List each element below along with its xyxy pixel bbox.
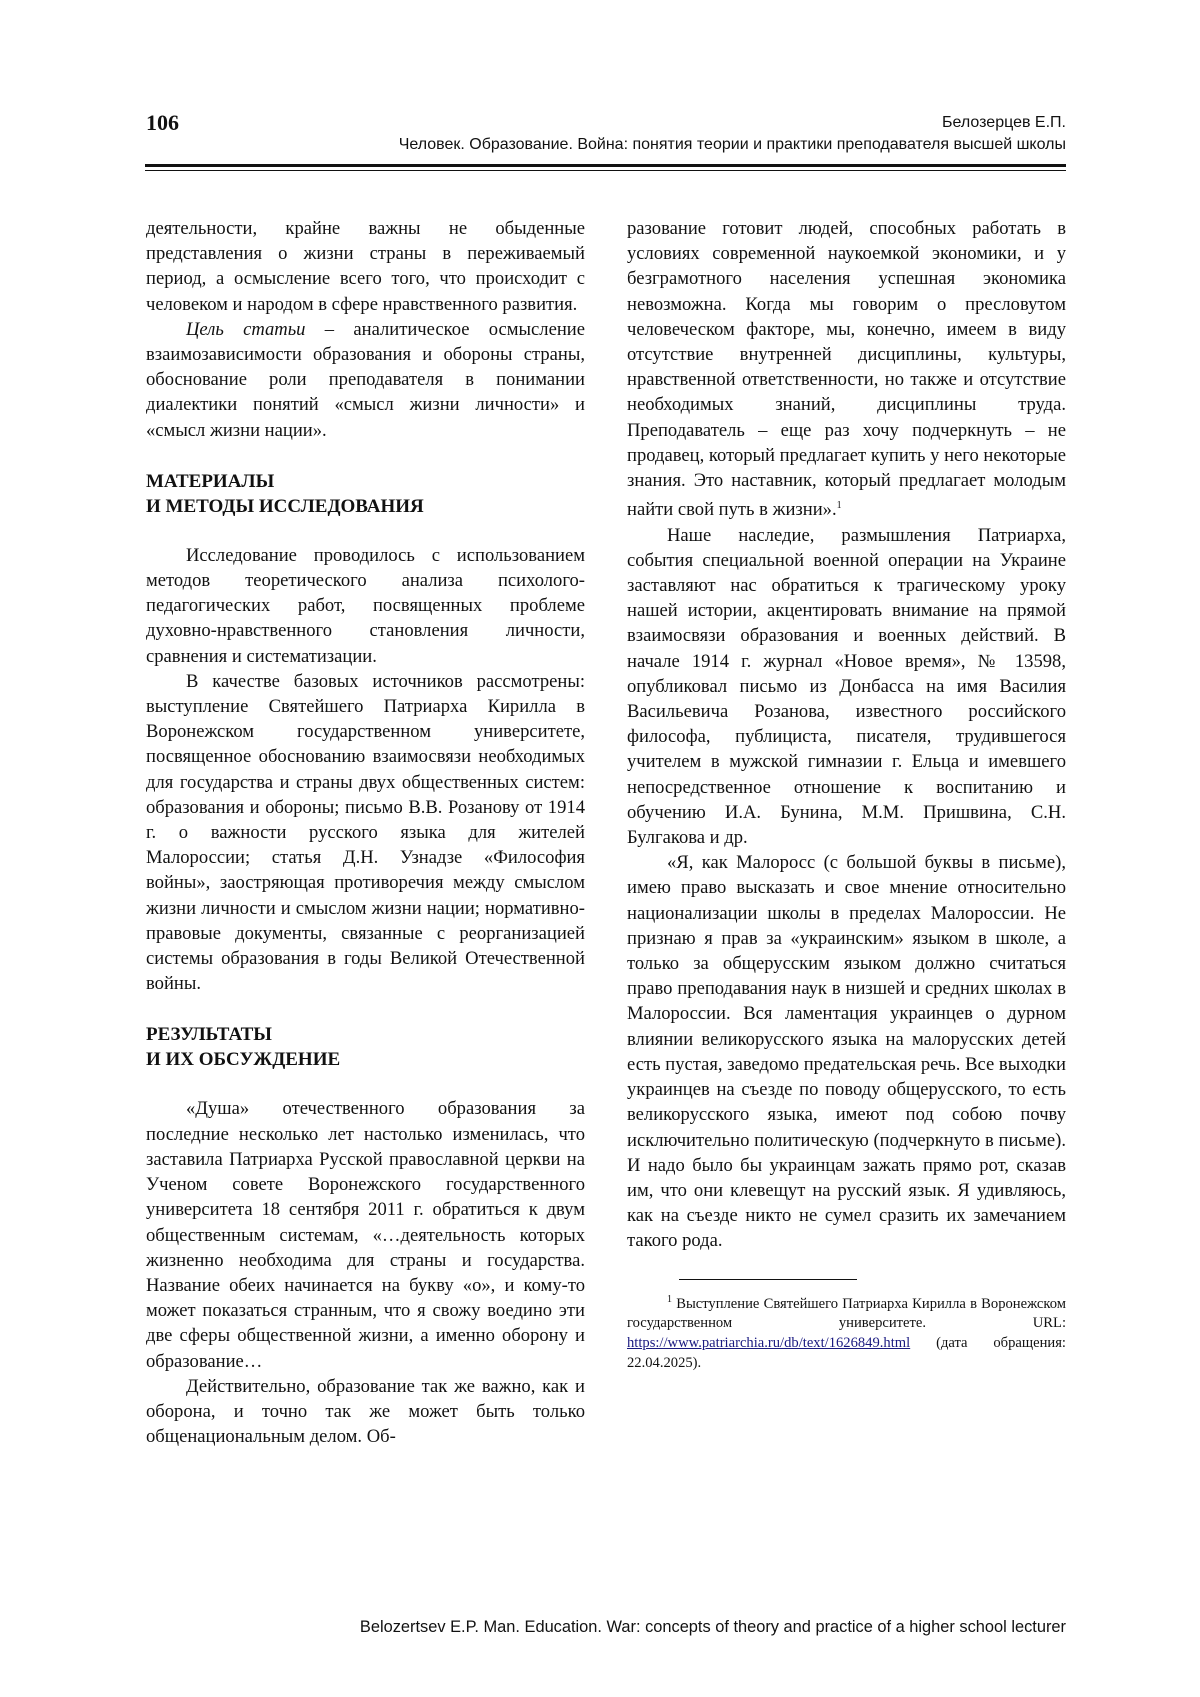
header-rule-thick	[145, 164, 1066, 167]
footnote-number: 1	[667, 1293, 672, 1305]
footnote-text: Выступление Святейшего Патриарха Кирилла в Воронежском государственном университете. URL:	[627, 1295, 1066, 1332]
running-footer: Belozertsev E.P. Man. Education. War: concepts of theory and practice of a higher school lecturer	[359, 1618, 1066, 1636]
goal-label: Цель статьи	[186, 318, 306, 340]
paragraph: Действительно, образование так же важно, как и оборона, и точно так же может быть только общенациональным делом. Об-	[146, 1375, 585, 1448]
paragraph-text: разование готовит людей, способных работать в условиях современной наукоемкой экономики, и у безграмотного населения успешная экономика невозможна. Когда мы говорим о пресловутом человеческом факторе, мы, конечно, имеем в виду отсутствие внутренней дисциплины, культуры, нравственной ответственности, но также и отсутствие необходимых знаний, дисциплины труда. Преподаватель – еще раз хочу подчеркнуть – не продавец, который предлагает купить у него некоторые знания. Это наставник, который предлагает молодым найти свой путь в жизни».	[627, 218, 1066, 521]
left-column	[146, 216, 585, 1449]
right-column	[627, 216, 1066, 1373]
header-rule-thin	[145, 170, 1066, 171]
page-number: 106	[146, 110, 179, 135]
paragraph-goal	[146, 317, 585, 443]
paragraph: Наше наследие, размышления Патриарха, события специальной военной операции на Украине заставляют нас обратиться к трагическому уроку нашей истории, акцентировать внимание на прямой взаимосвязи образования и военных действий. В начале 1914 г. журнал «Новое время», № 13598, опубликовал письмо из Донбасса на имя Василия Васильевича Розанова, известного российского философа, публициста, писателя, трудившегося учителем в мужской гимназии г. Ельца и имевшего непосредственное отношение к воспитанию и обучению И.А. Бунина, М.М. Пришвина, С.Н. Булгакова и др.	[627, 524, 1066, 849]
heading-line: МАТЕРИАЛЫ	[146, 470, 275, 492]
footnote-ref[interactable]: 1	[836, 500, 842, 512]
paragraph	[627, 216, 1066, 523]
footnote-link[interactable]: https://www.patriarchia.ru/db/text/1626849.html	[627, 1335, 911, 1352]
heading-line: И ИХ ОБСУЖДЕНИЕ	[146, 1049, 341, 1071]
paragraph: деятельности, крайне важны не обыденные представления о жизни страны в переживаемый период, а осмысление всего того, что происходит с человеком и народом в сфере нравственного развития.	[146, 218, 585, 315]
goal-text: – аналитическое осмысление взаимозависимости образования и обороны страны, обоснование роли преподавателя в понимании диалектики понятий «смысл жизни личности» и «смысл жизни нации».	[146, 318, 585, 441]
heading-line: РЕЗУЛЬТАТЫ	[146, 1024, 272, 1046]
running-header-title: Человек. Образование. Война: понятия теории и практики преподавателя высшей школы	[398, 136, 1066, 153]
footnote	[627, 1290, 1066, 1374]
paragraph: Исследование проводилось с использованием методов теоретического анализа психолого-педагогических работ, посвященных проблеме духовно-нравственного становления личности, сравнения и систематизации.	[146, 544, 585, 667]
footnote-separator	[679, 1279, 857, 1280]
paragraph-quote: «Я, как Малоросс (с большой буквы в письме), имею право высказать и свое мнение относительно национализации школы в пределах Малороссии. Не признаю я прав за «украинским» языком в школе, а только за общерусским языком должно считаться право преподавания наук в низшей и средних школах в Малороссии. Вся ламентация украинцев о дурном влиянии великорусского языка на малорусских детей есть пустая, заведомо предательская речь. Все выходки украинцев на съезде по поводу общерусского, то есть великорусского языка, имеют под собою почву исключительно политическую (подчеркнуто в письме). И надо было бы украинцам зажать прямо рот, сказав им, что они клевещут на русский язык. Я удивляюсь, как на съезде никто не сумел сразить их замечанием такого рода.	[627, 852, 1066, 1252]
running-header-author: Белозерцев Е.П.	[942, 114, 1066, 131]
paragraph: В качестве базовых источников рассмотрены: выступление Святейшего Патриарха Кирилла в Воронежском государственном университете, посвященное обоснованию взаимосвязи необходимых для государства и страны двух общественных систем: образования и обороны; письмо В.В. Розанову от 1914 г. о важности русского языка для жителей Малороссии; статья Д.Н. Узнадзе «Философия войны», заостряющая противоречия между смыслом жизни личности и смыслом жизни нации; нормативно-правовые документы, связанные с реорганизацией системы образования в годы Великой Отечественной войны.	[146, 670, 585, 995]
footnote-tail: (дата обращения: 22.04.2025).	[627, 1335, 1066, 1372]
heading-line: И МЕТОДЫ ИССЛЕДОВАНИЯ	[146, 495, 424, 517]
section-heading-results	[146, 1022, 585, 1072]
section-heading-materials	[146, 469, 585, 519]
paragraph: «Душа» отечественного образования за последние несколько лет настолько изменилась, что заставила Патриарха Русской православной церкви на Ученом совете Воронежского государственного университета 18 сентября 2011 г. обратиться к двум общественным системам, «…деятельность которых жизненно необходима для страны и государства. Название обеих начинается на букву «о», и кому-то может показаться странным, что я свожу воедино эти две сферы общественной жизни, а именно оборону и образование…	[146, 1098, 585, 1372]
